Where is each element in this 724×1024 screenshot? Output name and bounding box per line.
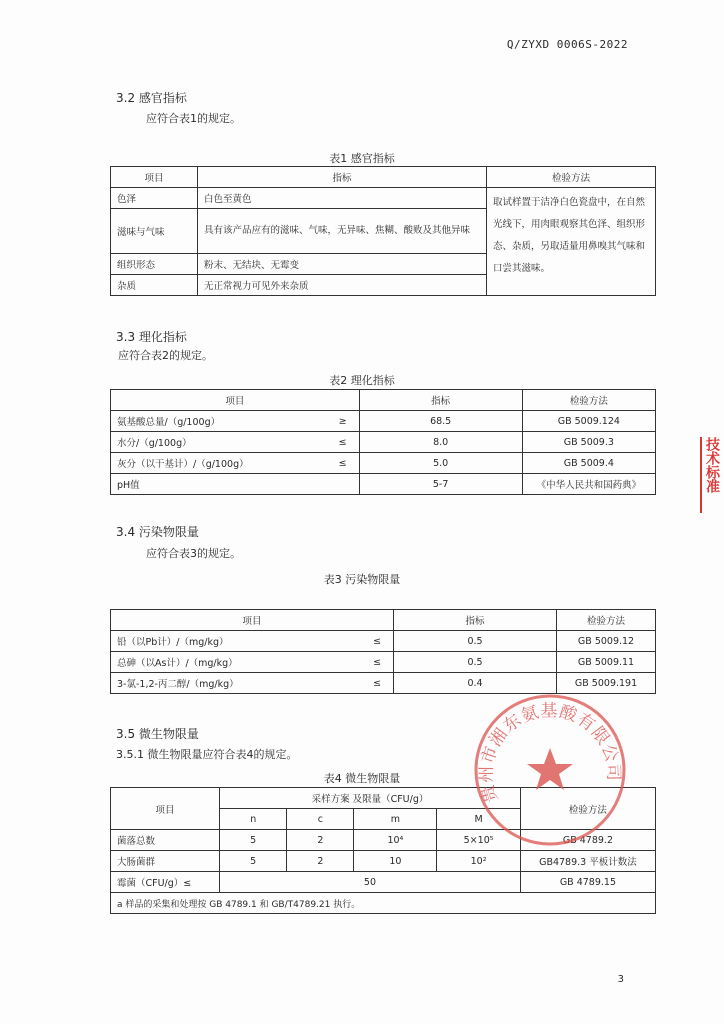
cell: 组织形态 [111,254,198,275]
cell: 杂质 [111,275,198,296]
table-row [111,453,656,474]
cell: 菌落总数 [111,830,220,851]
cell: 5 [220,830,287,851]
cell: 3-氯-1,2-丙二醇/（mg/kg） [111,673,362,694]
seal-text: 贵州市湘东氨基酸有限公司 [476,701,624,805]
cell: GB 5009.11 [557,652,656,673]
cell: ≤ [361,631,394,652]
cell: 水分/（g/100g） [111,432,327,453]
table-physchem [110,389,656,495]
cell: 具有该产品应有的滋味、气味，无异味、焦糊、酸败及其他异味 [198,209,487,254]
col-header: 检验方法 [557,610,656,631]
table-row [111,188,656,209]
col-header: 项目 [111,610,394,631]
section-text: 应符合表2的规定。 [118,349,213,362]
cell: GB4789.3 平板计数法 [520,851,655,872]
cell: 铅（以Pb计）/（mg/kg） [111,631,362,652]
col-header: 采样方案 及限量（CFU/g） [220,788,521,809]
cell: 68.5 [359,411,522,432]
cell: GB 5009.3 [522,432,655,453]
cell: 氨基酸总量/（g/100g） [111,411,327,432]
cell: ≤ [327,453,360,474]
cell [327,474,360,495]
cell: GB 4789.2 [520,830,655,851]
table-contaminants [110,609,656,694]
col-header: 指标 [394,610,557,631]
sub-header: c [287,809,354,830]
cell: GB 5009.124 [522,411,655,432]
cell: 总砷（以As计）/（mg/kg） [111,652,362,673]
cell: 无正常视力可见外来杂质 [198,275,487,296]
sub-header: M [437,809,520,830]
cell: ≥ [327,411,360,432]
page-number: 3 [617,974,624,985]
cell: 10⁴ [354,830,437,851]
col-header: 指标 [359,390,522,411]
cell: 大肠菌群 [111,851,220,872]
table-row [111,432,656,453]
cell: GB 5009.191 [557,673,656,694]
col-header: 指标 [198,167,487,188]
section-text: 应符合表1的规定。 [146,112,241,125]
cell: 5×10⁵ [437,830,520,851]
cell: ≤ [361,673,394,694]
table-row [111,872,656,893]
section-heading: 3.3 理化指标 [116,330,187,344]
sub-header: n [220,809,287,830]
table-row [111,652,656,673]
cell: ≤ [361,652,394,673]
section-heading: 3.5 微生物限量 [116,727,199,741]
cell: 滋味与气味 [111,209,198,254]
section-heading: 3.4 污染物限量 [116,525,199,539]
cell: 8.0 [359,432,522,453]
cell: 0.5 [394,631,557,652]
col-header: 项目 [111,390,360,411]
star-icon [527,748,573,790]
cell: 色泽 [111,188,198,209]
table-caption: 表3 污染物限量 [323,573,401,586]
cell: ≤ [327,432,360,453]
table-row [111,411,656,432]
cell: 白色至黄色 [198,188,487,209]
company-seal [470,690,630,850]
section-text: 应符合表3的规定。 [146,547,241,560]
method-cell: 取试样置于洁净白色瓷盘中，在自然光线下，用肉眼观察其色泽、组织形态、杂质，另取适量用鼻嗅其气味和口尝其滋味。 [487,188,656,296]
col-header: 项目 [111,788,220,830]
cell: GB 5009.4 [522,453,655,474]
side-mark: 技术标准 [700,437,724,513]
table-note: a 样品的采集和处理按 GB 4789.1 和 GB/T4789.21 执行。 [111,893,656,914]
section-heading: 3.2 感官指标 [116,91,187,105]
cell: 霉菌（CFU/g）≤ [111,872,220,893]
cell: 灰分（以干基计）/（g/100g） [111,453,327,474]
cell: 0.4 [394,673,557,694]
table-row [111,474,656,495]
col-header: 检验方法 [522,390,655,411]
col-header: 项目 [111,167,198,188]
section-text: 3.5.1 微生物限量应符合表4的规定。 [116,748,298,761]
cell: 5.0 [359,453,522,474]
table-caption: 表1 感官指标 [329,152,395,165]
cell: 5-7 [359,474,522,495]
cell: 2 [287,830,354,851]
col-header: 检验方法 [520,788,655,830]
sub-header: m [354,809,437,830]
table-caption: 表4 微生物限量 [323,772,401,785]
cell: 2 [287,851,354,872]
cell: GB 5009.12 [557,631,656,652]
table-row [111,631,656,652]
cell: GB 4789.15 [520,872,655,893]
table-caption: 表2 理化指标 [329,374,395,387]
table-row [111,851,656,872]
cell: 10 [354,851,437,872]
cell: 0.5 [394,652,557,673]
col-header: 检验方法 [487,167,656,188]
cell: 5 [220,851,287,872]
cell: 《中华人民共和国药典》 [522,474,655,495]
cell: 10² [437,851,520,872]
cell: pH值 [111,474,327,495]
table-sensory [110,166,656,296]
cell: 50 [220,872,521,893]
standard-code: Q/ZYXD 0006S-2022 [506,38,628,51]
cell: 粉末、无结块、无霉变 [198,254,487,275]
